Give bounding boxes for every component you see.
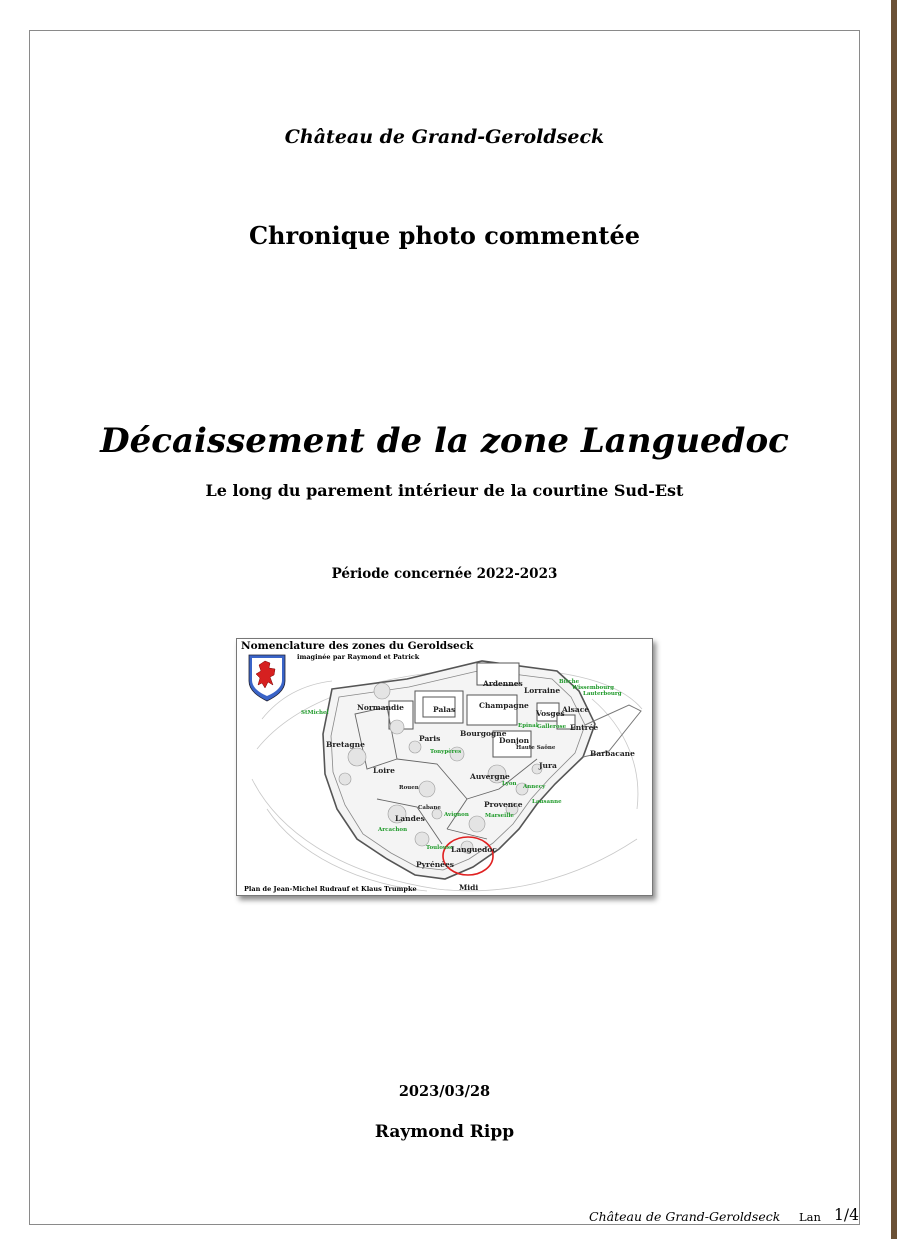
zone-wissembourg: Wissembourg xyxy=(572,685,614,691)
zone-provence: Provence xyxy=(484,800,523,809)
zone-lorraine: Lorraine xyxy=(524,686,561,695)
zone-lyon: Lyon xyxy=(502,781,517,787)
period-text: Période concernée 2022-2023 xyxy=(331,566,558,582)
zone-normandie: Normandie xyxy=(357,703,404,712)
main-title: Décaissement de la zone Languedoc xyxy=(100,421,789,461)
zone-jura: Jura xyxy=(539,761,557,770)
zone-epinal: Epinal xyxy=(518,723,538,729)
coat-of-arms xyxy=(249,655,285,701)
footer-code: Lan xyxy=(799,1210,821,1224)
zone-lauterbourg: Lauterbourg xyxy=(583,691,622,697)
zone-champagne: Champagne xyxy=(479,701,529,710)
page-number: 1/4 xyxy=(834,1206,859,1224)
page-frame xyxy=(29,30,860,1225)
zone-barbacane: Barbacane xyxy=(590,749,635,758)
document-author: Raymond Ripp xyxy=(374,1122,515,1142)
castle-plan-drawing xyxy=(237,639,652,895)
map-title: Nomenclature des zones du Geroldseck xyxy=(241,640,474,652)
zone-pyrenees: Pyrénées xyxy=(416,860,454,869)
zone-lausanne: Lausanne xyxy=(532,799,562,805)
zone-avignon: Avignon xyxy=(444,812,469,818)
zone-vosges: Vosges xyxy=(536,709,565,718)
map-subtitle: imaginée par Raymond et Patrick xyxy=(297,653,420,661)
chronicle-title: Chronique photo commentée xyxy=(248,221,641,250)
zone-alsace: Alsace xyxy=(562,705,590,714)
window-edge xyxy=(891,0,897,1239)
header-title: Château de Grand-Geroldseck xyxy=(284,126,605,148)
zone-entree: Entrée xyxy=(570,723,599,732)
zone-rouen: Rouen xyxy=(399,785,419,791)
zone-palas: Palas xyxy=(433,705,456,714)
zone-landes: Landes xyxy=(395,814,425,823)
zone-paris: Paris xyxy=(419,734,441,743)
zone-ardennes: Ardennes xyxy=(483,679,523,688)
zone-loire: Loire xyxy=(373,766,395,775)
zone-annecy: Annecy xyxy=(523,784,546,790)
zone-bourgogne: Bourgogne xyxy=(460,729,507,738)
zone-donjon: Donjon xyxy=(499,736,530,745)
map-credit: Plan de Jean-Michel Rudrauf et Klaus Trumpke xyxy=(244,885,417,893)
zone-stmichel: StMichel xyxy=(301,710,329,716)
zone-arcachon: Arcachon xyxy=(378,827,408,833)
zone-cabane: Cabane xyxy=(418,805,441,811)
zone-bitche: Bitche xyxy=(559,679,580,685)
zones-map-figure xyxy=(236,638,653,896)
zone-gallerose: Gallerose xyxy=(537,724,567,730)
zone-languedoc: Languedoc xyxy=(451,845,497,854)
zone-marseille: Marseille xyxy=(485,813,514,819)
subtitle: Le long du parement intérieur de la courtine Sud-Est xyxy=(205,481,684,500)
zone-bretagne: Bretagne xyxy=(326,740,365,749)
zone-auvergne: Auvergne xyxy=(470,772,510,781)
zone-midi: Midi xyxy=(459,883,479,892)
zone-haute-saone: Haute Saône xyxy=(516,745,556,751)
footer-site-name: Château de Grand-Geroldseck xyxy=(589,1209,781,1224)
document-date: 2023/03/28 xyxy=(398,1083,491,1100)
zone-tonyperes: Tonypères xyxy=(430,749,462,755)
zone-toulouse: Toulouse xyxy=(426,845,454,851)
